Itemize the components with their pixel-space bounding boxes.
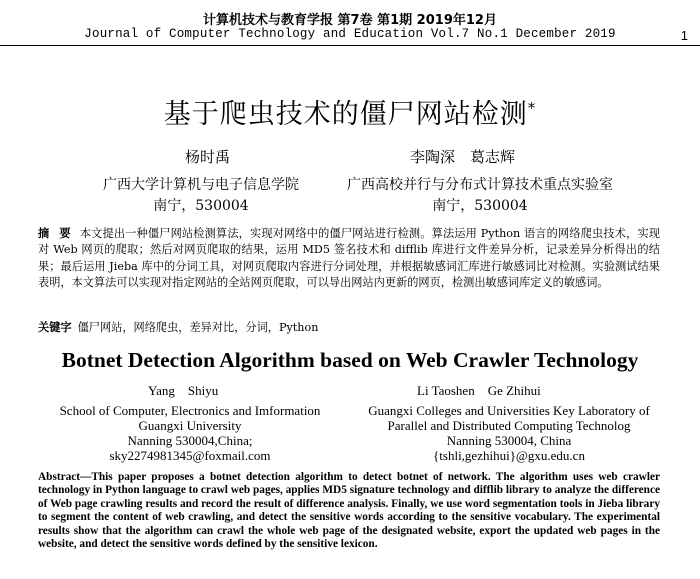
paper-title-cn-text: 基于爬虫技术的僵尸网站检测 [163,99,528,130]
abstract-en-separator: — [80,471,92,483]
abstract-cn-text: 本文提出一种僵尸网站检测算法，实现对网络中的僵尸网站进行检测。算法运用 Python 语言的网络爬虫技术，实现对 Web 网页的爬取；然后对网页爬取的结果，运用 MD5 签名技术和 difflib 库进行文件差异分析，记录差异分析得出的结果；最后运用 Jieba 库中的分词工具，对网页爬取内容进行分词处理，并根据敏感词汇库进行敏感词比对检测。实验测试结果表明，本文算法可以实现对指定网站的全站网页爬取，可以导出网站内更新的网页，检测出敏感词库定义的敏感词。 [38,227,660,289]
author-en-left: Yang Shiyu [148,383,219,398]
abstract-cn [38,226,660,291]
affiliation-en-right-line3: Nanning 530004, China [446,433,572,448]
journal-title-en: Journal of Computer Technology and Education Vol.7 No.1 December 2019 [84,27,616,41]
affiliation-cn-right-line1: 广西高校并行与分布式计算技术重点实验室 [347,177,613,193]
affiliation-en-right-line2: Parallel and Distributed Computing Technolog [387,418,631,433]
paper-title-en: Botnet Detection Algorithm based on Web Crawler Technology [61,348,639,372]
paper-title-cn [0,92,700,131]
affiliation-cn-left-line2: 南宁，530004 [153,198,249,214]
keywords-cn-label: 关键字 [38,321,72,334]
abstract-cn-label: 摘 要 [38,227,74,240]
abstract-en [38,471,660,551]
author-cn-left: 杨时禹 [185,148,231,166]
affiliation-cn-left [70,175,332,217]
affiliation-en-left-line2: Guangxi University [138,418,242,433]
affiliation-cn-right-line2: 南宁，530004 [432,198,528,214]
keywords-cn-text: 僵尸网站，网络爬虫，差异对比，分词，Python [77,321,319,334]
journal-title-cn: 计算机技术与教育学报 第7卷 第1期 2019年12月 [203,13,497,28]
affiliation-en-left [50,403,330,463]
affiliation-en-left-line3: Nanning 530004,China; [127,433,253,448]
affiliation-en-right-line1: Guangxi Colleges and Universities Key Laboratory of [368,403,650,418]
page-number: 1 [680,28,688,43]
abstract-en-text: This paper proposes a botnet detection algorithm to detect botnet of network. The algorithm uses web crawler technology in Python language to crawl web pages, applies MD5 signature technology and difflib library to analyze the difference of Web page crawling results and record the result of difference analysis. Finally, we use word segmentation tools in Jieba library to segment the content of web crawling, and detect the sensitive words according to the sensitive vocabulary. The experimental results show that the algorithm can crawl the whole web page of the designated website, export the updated web pages in the website, and detect the sensitive words defined by the sensitive lexicon. [38,471,660,551]
affiliation-en-left-email: sky2274981345@foxmail.com [109,448,271,463]
affiliation-en-right-email: {tshli,gezhihui}@gxu.edu.cn [433,448,585,463]
title-footnote-mark: * [527,99,537,117]
abstract-en-label: Abstract [38,471,81,483]
affiliation-en-left-line1: School of Computer, Electronics and Imformation [59,403,321,418]
affiliation-en-right [348,403,670,463]
keywords-cn [38,319,318,335]
affiliation-cn-right [335,175,625,217]
author-cn-right: 李陶深 葛志辉 [410,148,516,166]
header-rule [0,45,700,46]
author-en-right: Li Taoshen Ge Zhihui [417,383,541,398]
affiliation-cn-left-line1: 广西大学计算机与电子信息学院 [103,177,299,193]
